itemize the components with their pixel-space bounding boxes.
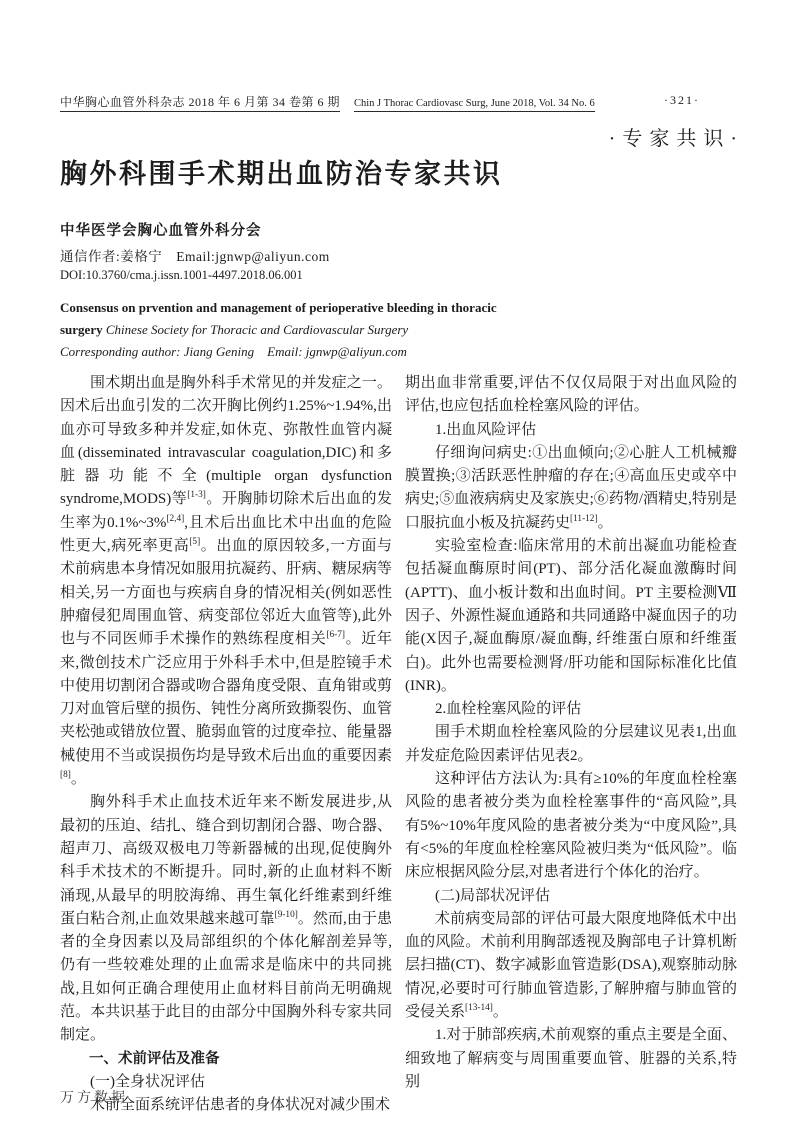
- english-society: Chinese Society for Thoracic and Cardiovascular Surgery: [105, 322, 409, 337]
- paragraph: 围手术期血栓栓塞风险的分层建议见表1,出血并发症危险因素评估见表2。: [405, 724, 737, 764]
- journal-title-en: Chin J Thorac Cardiovasc Surg, June 2018, Vol. 34 No. 6: [354, 98, 595, 112]
- journal-title-cn: 中华胸心血管外科杂志 2018 年 6 月第 34 卷第 6 期: [60, 95, 340, 112]
- article-title: 胸外科围手术期出血防治专家共识: [60, 159, 503, 189]
- paragraph: 这种评估方法认为:具有≥10%的年度血栓栓塞风险的患者被分类为血栓栓塞事件的“高风险”,具有5%~10%年度风险的患者被分类为“中度风险”,具有<5%的年度血栓栓塞风险被归类为“低风险”。临床应根据风险分层,对患者进行个体化的治疗。: [405, 771, 737, 881]
- wanfang-watermark: 万方数据: [60, 1089, 128, 1105]
- paragraph: 1.对于肺部疾病,术前观察的重点主要是全面、细致地了解病变与周围重要血管、脏器的关系,特别: [405, 1027, 737, 1090]
- paragraph: 实验室检查:临床常用的术前出凝血功能检查包括凝血酶原时间(PT)、部分活化凝血激酶时间(APTT)、血小板计数和出血时间。PT 主要检测Ⅶ因子、外源性凝血通路和共同通路中凝血因子的功能(X因子,凝血酶原/凝血酶, 纤维蛋白原和纤维蛋白)。此外也需要检测肾/肝功能和国际标准化比值(INR)。: [405, 538, 737, 694]
- section-heading: 一、术前评估及准备: [89, 1050, 220, 1067]
- paragraph: 围术期出血是胸外科手术常见的并发症之一。因术后出血引发的二次开胸比例约1.25%~1.94%,出血亦可导致多种并发症,如休克、弥散性血管内凝血(disseminated intravascular coagulation,DIC)和多脏器功能不全(multiple organ dysfunction syndrome,MODS)等[1-3]。开胸肺切除术后出血的发生率为0.1%~3%[2,4],且术后出血比术中出血的危险性更大,病死率更高[5]。出血的原因较多,一方面与术前病患本身情况如服用抗凝药、肝病、糖尿病等相关,另一方面也与疾病自身的情况相关(例如恶性肿瘤侵犯周围血管、病变部位邻近大血管等),此外也与不同医师手术操作的熟练程度相关[6-7]。近年来,微创技术广泛应用于外科手术中,但是腔镜手术中使用切割闭合器或吻合器角度受限、直角钳或剪刀对血管后壁的损伤、钝性分离所致撕裂伤、血管夹松弛或错放位置、脆弱血管的过度牵拉、能量器械使用不当或误损伤均是导致术后出血的重要因素[8]。: [60, 375, 392, 788]
- english-correspondence: Corresponding author: Jiang Gening Email: jgnwp@aliyun.com: [60, 344, 407, 359]
- paragraph: 胸外科手术止血技术近年来不断发展进步,从最初的压迫、结扎、缝合到切割闭合器、吻合器、超声刀、高级双极电刀等新器械的出现,促使胸外科手术技术的不断提升。同时,新的止血材料不断涌现,从最早的明胶海绵、再生氧化纤维素到纤维蛋白粘合剂,止血效果越来越可靠[9-10]。然而,由于患者的全身因素以及局部组织的个体化解剖差异等,仍有一些较难处理的止血需求是临床中的共同挑战,且如何正确合理使用止血材料目前尚无明确规范。本共识基于此目的由部分中国胸外科专家共同制定。: [60, 794, 392, 1044]
- english-title-line: [60, 297, 538, 341]
- doi-line: DOI:10.3760/cma.j.issn.1001-4497.2018.06.001: [60, 268, 303, 282]
- section-heading: (一)全身状况评估: [90, 1073, 205, 1090]
- section-label: ·专家共识·: [608, 128, 744, 150]
- right-column: [405, 372, 737, 1094]
- english-title: Consensus on prvention and management of perioperative bleeding in thoracic surgery: [60, 300, 497, 337]
- section-heading: 1.出血风险评估: [435, 421, 537, 438]
- paragraph: 仔细询问病史:①出血倾向;②心脏人工机械瓣膜置换;③活跃恶性肿瘤的存在;④高血压史或卒中病史;⑤血液病病史及家族史;⑥药物/酒精史,特别是口服抗血小板及抗凝药史[11-12]。: [405, 444, 737, 531]
- section-heading: 2.血栓栓塞风险的评估: [435, 701, 582, 718]
- paragraph: 期出血非常重要,评估不仅仅局限于对出血风险的评估,也应包括血栓栓塞风险的评估。: [405, 375, 737, 415]
- paragraph: 术前病变局部的评估可最大限度地降低术中出血的风险。术前利用胸部透视及胸部电子计算机断层扫描(CT)、数字减影血管造影(DSA),观察肺动脉情况,必要时可行肺血管造影,了解肿瘤与肺血管的受侵关系[13-14]。: [405, 910, 737, 1021]
- english-title-block: [60, 297, 538, 363]
- author-organization: 中华医学会胸心血管外科分会: [60, 223, 262, 239]
- correspondence-line: 通信作者:姜格宁 Email:jgnwp@aliyun.com: [60, 249, 330, 264]
- section-heading: (二)局部状况评估: [435, 887, 550, 904]
- paragraph: 术前全面系统评估患者的身体状况对减少围术: [90, 1097, 391, 1114]
- running-head: [60, 93, 740, 110]
- page-number: ·321·: [664, 93, 700, 107]
